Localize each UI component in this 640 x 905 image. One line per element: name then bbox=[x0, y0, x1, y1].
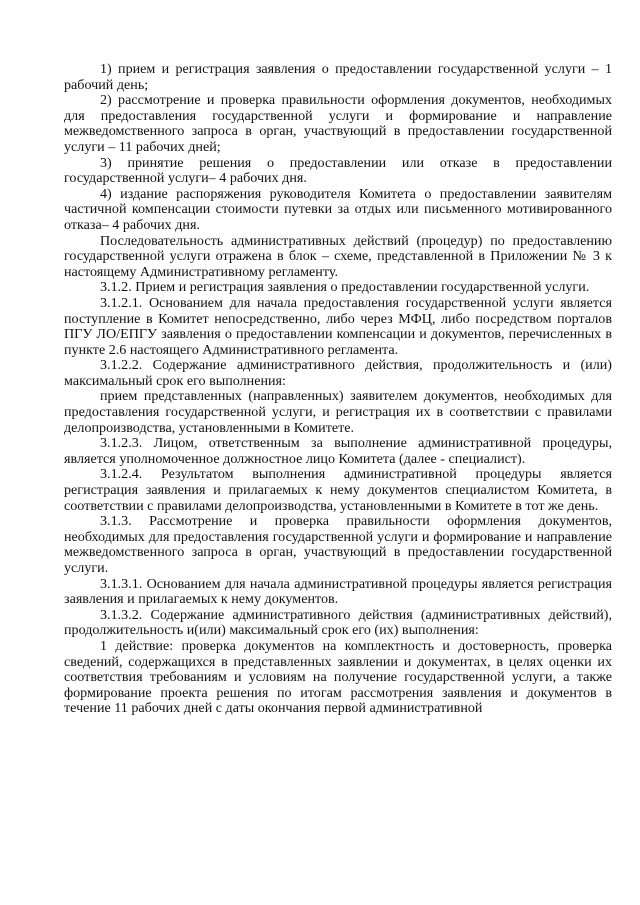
paragraph-3-1-2-1: 3.1.2.1. Основанием для начала предоставления государственной услуги является поступление в Комитет непосредственно, либо через МФЦ, либо посредством порталов ПГУ ЛО/ЕПГУ заявления о предоставлении компенсации и документов, перечисленных в пункте 2.6 настоящего Административного регламента. bbox=[64, 294, 612, 358]
paragraph-3-1-2-3: 3.1.2.3. Лицом, ответственным за выполнение административной процедуры, является уполномоченное должностное лицо Комитета (далее - специалист). bbox=[64, 435, 612, 467]
paragraph-step-1: 1) прием и регистрация заявления о предоставлении государственной услуги – 1 рабочий день; bbox=[64, 61, 612, 93]
paragraph-step-2: 2) рассмотрение и проверка правильности оформления документов, необходимых для предоставления государственной услуги и формирование и направление межведомственного запроса в орган, участвующий в предоставлении государственной услуги – 11 рабочих дней; bbox=[64, 92, 612, 155]
paragraph-3-1-2-2: 3.1.2.2. Содержание административного действия, продолжительность и (или) максимальный срок его выполнения: bbox=[64, 357, 612, 389]
paragraph-step-3: 3) принятие решения о предоставлении или отказе в предоставлении государственной услуги– 4 рабочих дня. bbox=[64, 154, 612, 187]
paragraph-3-1-3-1: 3.1.3.1. Основанием для начала административной процедуры является регистрация заявления и прилагаемых к нему документов. bbox=[64, 575, 612, 608]
document-page bbox=[64, 62, 612, 717]
paragraph-sequence: Последовательность административных действий (процедур) по предоставлению государственной услуги отражена в блок – схеме, представленной в Приложении № 3 к настоящему Административному регламенту. bbox=[64, 232, 612, 280]
paragraph-3-1-3-2: 3.1.3.2. Содержание административного действия (административных действий), продолжительность и(или) максимальный срок его (их) выполнения: bbox=[64, 606, 612, 639]
paragraph-3-1-2-4: 3.1.2.4. Результатом выполнения административной процедуры является регистрация заявления и прилагаемых к нему документов специалистом Комитета, в соответствии с правилами делопроизводства, установленными в Комитете в тот же день. bbox=[64, 466, 612, 514]
paragraph-action-1: 1 действие: проверка документов на комплектность и достоверность, проверка сведений, содержащихся в представленных заявлении и документах, в целях оценки их соответствия требованиям и условиям на получение государственной услуги, а также формирование проекта решения по итогам рассмотрения заявления и документов в течение 11 рабочих дней с даты окончания первой административной bbox=[64, 637, 612, 717]
paragraph-3-1-3: 3.1.3. Рассмотрение и проверка правильности оформления документов, необходимых для предоставления государственной услуги и формирование и направление межведомственного запроса в орган, участвующий в предоставлении государственной услуги. bbox=[64, 513, 612, 576]
paragraph-step-4: 4) издание распоряжения руководителя Комитета о предоставлении заявителям частичной компенсации стоимости путевки за отдых или письменного мотивированного отказа– 4 рабочих дня. bbox=[64, 185, 612, 233]
paragraph-3-1-2: 3.1.2. Прием и регистрация заявления о предоставлении государственной услуги. bbox=[100, 279, 590, 296]
paragraph-reception: прием представленных (направленных) заявителем документов, необходимых для предоставления государственной услуги, и регистрация их в соответствии с правилами делопроизводства, установленными в Комитете. bbox=[64, 388, 612, 436]
